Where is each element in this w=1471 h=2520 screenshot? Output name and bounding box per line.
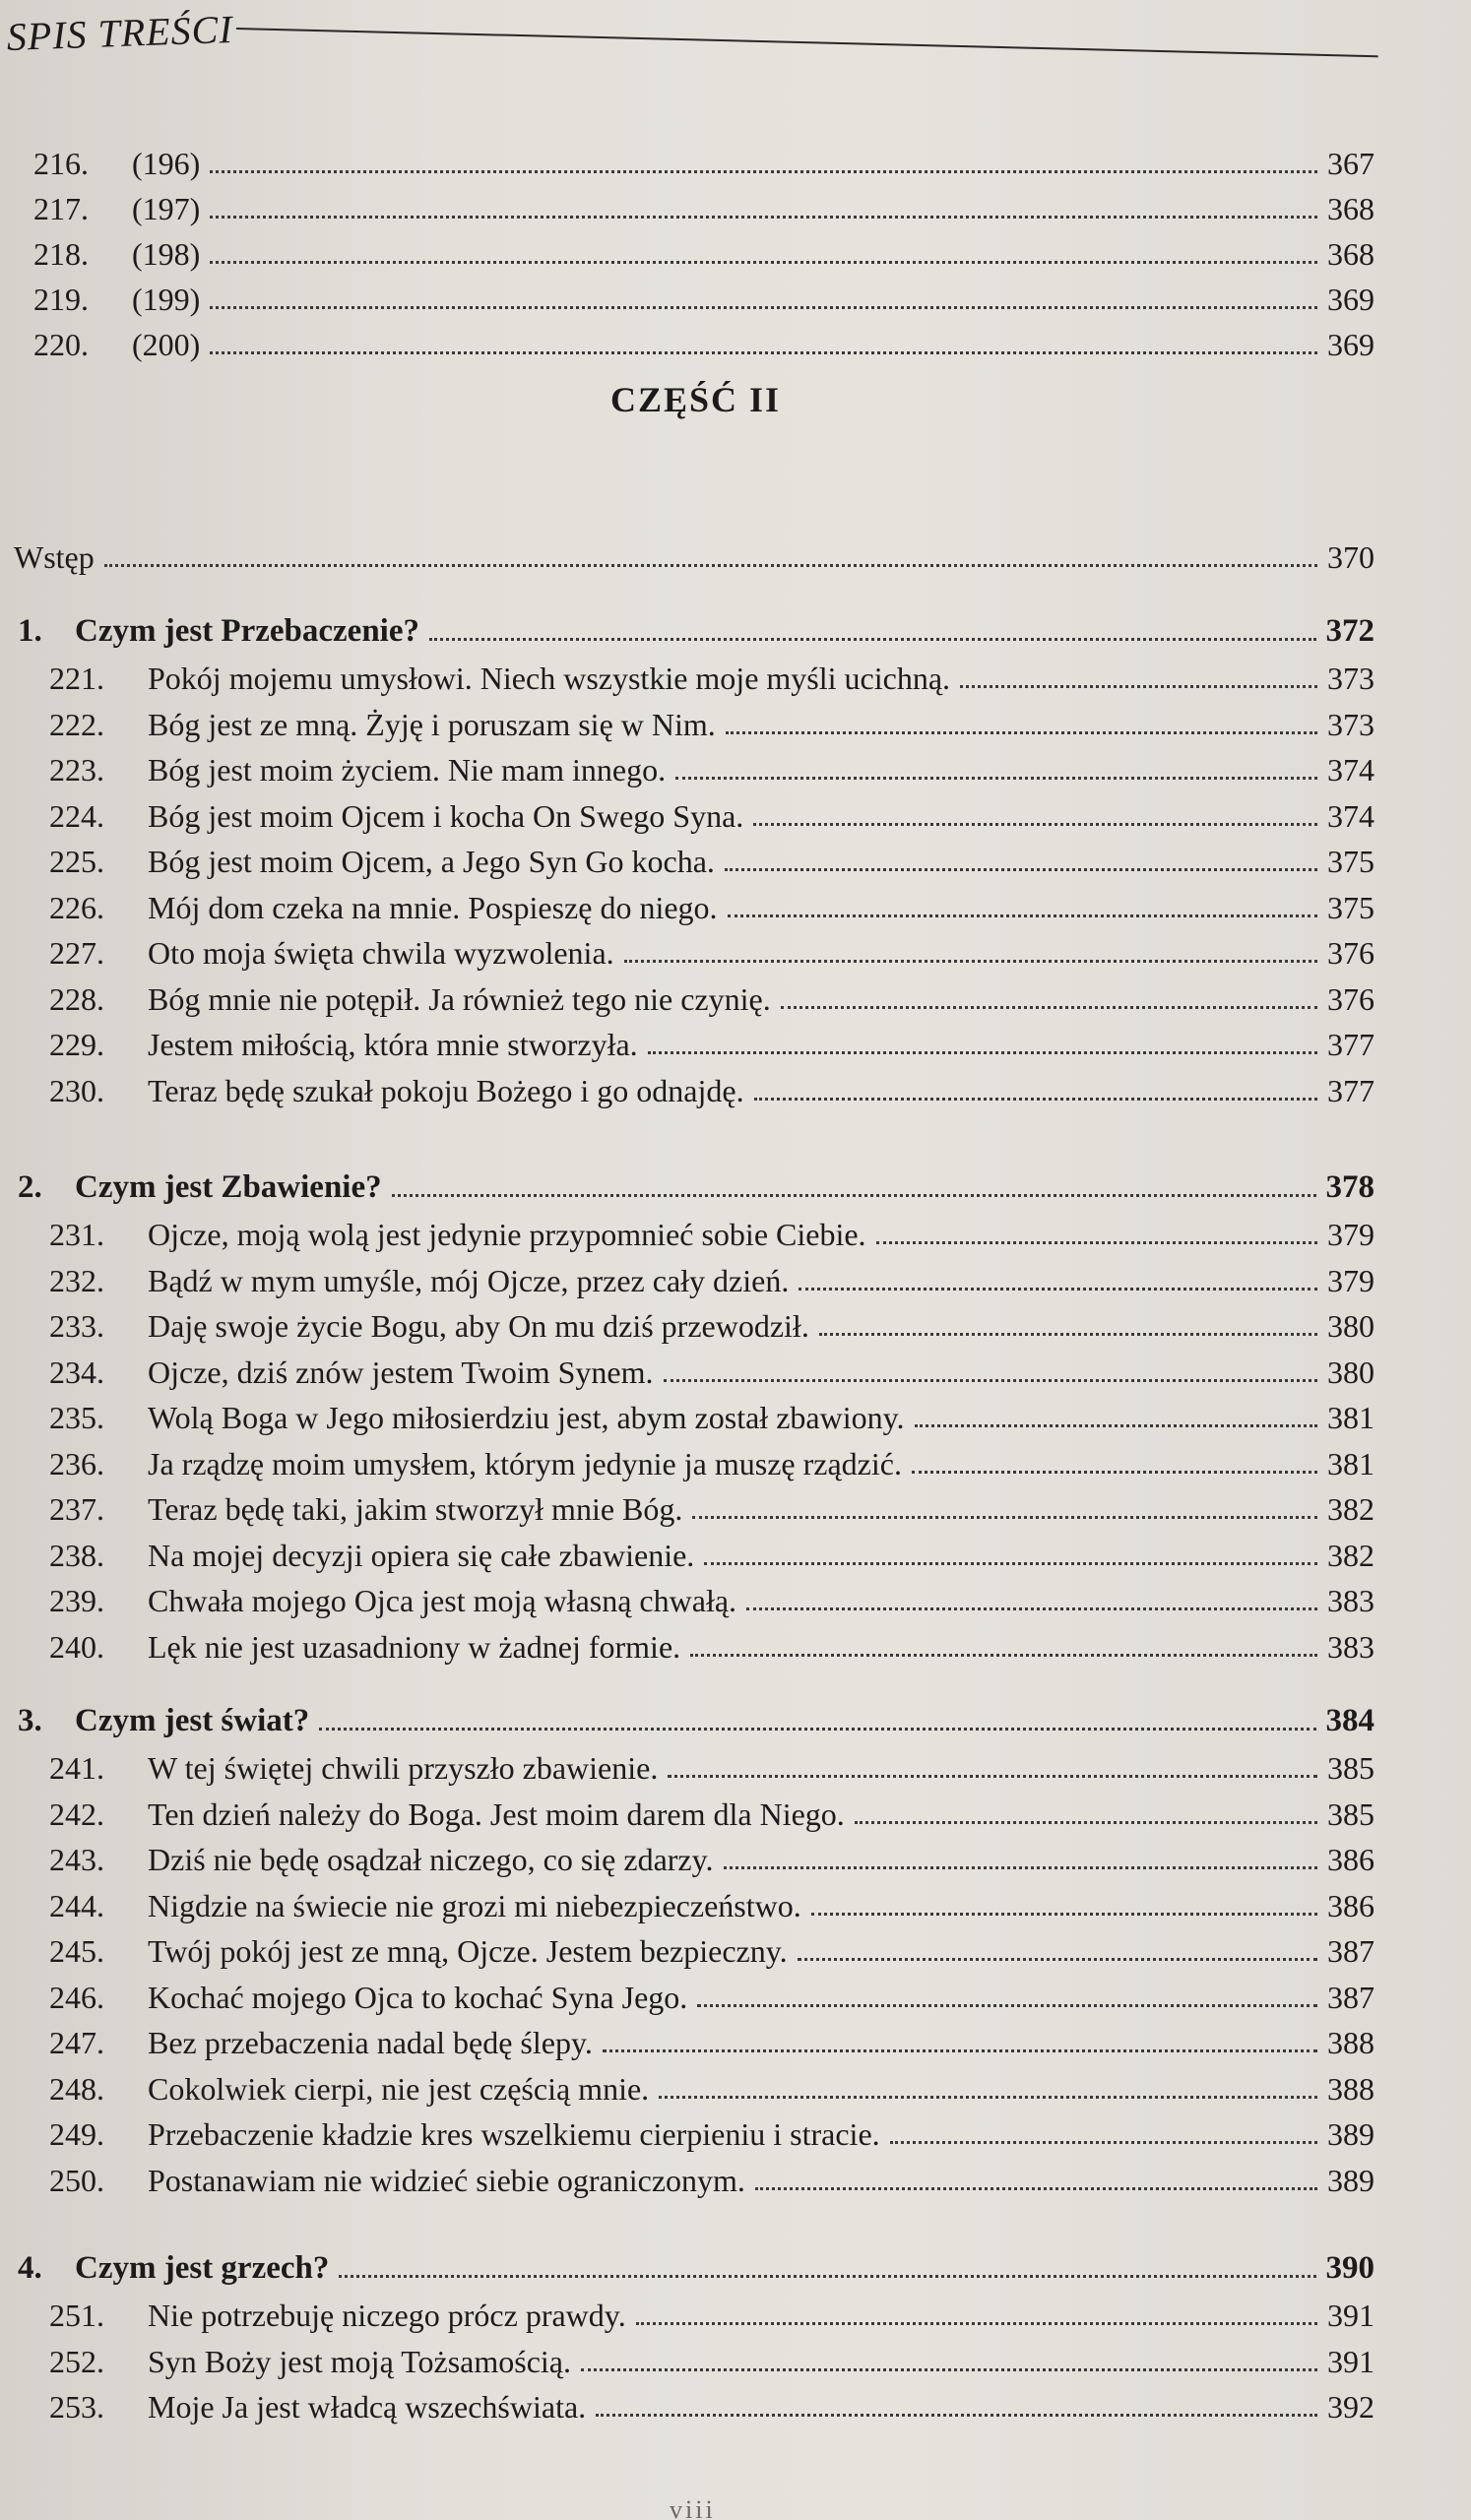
entry-title: Przebaczenie kładzie kres wszelkiemu cierpieniu i stracie. [148, 2116, 880, 2152]
entry-title: Daję swoje życie Bogu, aby On mu dziś przewodził. [148, 1308, 809, 1344]
entry-page: 373 [1327, 661, 1375, 696]
dot-leader [704, 1562, 1317, 1565]
entry-title: Moje Ja jest władcą wszechświata. [148, 2389, 587, 2425]
header-title: SPIS TREŚCI [6, 6, 234, 59]
entry-number: 217. [33, 191, 89, 226]
dot-leader [799, 1288, 1317, 1291]
entry-page: 391 [1327, 2343, 1375, 2379]
entry-title: Na mojej decyzji opiera się całe zbawienie. [148, 1537, 695, 1573]
toc-entry [49, 1209, 1375, 1252]
dot-leader [912, 1471, 1317, 1474]
dot-leader [890, 2141, 1317, 2144]
entry-title: W tej świętej chwili przyszło zbawienie. [148, 1750, 659, 1786]
dot-leader [596, 2414, 1317, 2417]
entry-title: (198) [132, 236, 201, 272]
entry-title: Ja rządzę moim umysłem, którym jedynie ja muszę rządzić. [148, 1445, 902, 1481]
entry-page: 384 [1325, 1703, 1375, 1738]
entry-page: 375 [1327, 889, 1375, 925]
entry-number: 228. [49, 980, 104, 1017]
dot-leader [392, 1194, 1316, 1197]
entry-number: 247. [49, 2025, 104, 2060]
dot-leader [624, 960, 1317, 963]
entry-page: 377 [1327, 1027, 1375, 1062]
dot-leader [692, 1516, 1317, 1519]
entry-number: 231. [49, 1217, 104, 1252]
entry-number: 243. [49, 1842, 104, 1877]
toc-entry [49, 1880, 1375, 1923]
dot-leader [339, 2275, 1315, 2278]
dot-leader [697, 2004, 1317, 2007]
dot-leader [690, 1654, 1317, 1657]
toc-entry [49, 2381, 1375, 2425]
toc-entry [49, 1834, 1375, 1877]
entry-title: Dziś nie będę osądzał niczego, co się zdarzy. [148, 1842, 714, 1877]
entry-number: 245. [49, 1933, 104, 1969]
entry-number: 242. [49, 1796, 104, 1832]
entry-number: 241. [49, 1750, 104, 1786]
dot-leader [104, 564, 1317, 567]
entry-page: 386 [1327, 1887, 1375, 1923]
entry-page: 367 [1327, 146, 1375, 181]
entry-title: Chwała mojego Ojca jest moją własną chwałą. [148, 1583, 737, 1618]
entry-title: Pokój mojemu umysłowi. Niech wszystkie moje myśli ucichną. [148, 661, 951, 696]
dot-leader [753, 823, 1317, 826]
section-heading [18, 605, 1375, 649]
entry-page: 375 [1327, 844, 1375, 879]
dot-leader [811, 1913, 1317, 1916]
toc-entry [49, 927, 1375, 971]
entry-title: (199) [132, 282, 201, 317]
entry-page: 389 [1327, 2116, 1375, 2152]
entry-number: 244. [49, 1887, 104, 1923]
entry-page: 379 [1327, 1217, 1375, 1252]
entry-number: 250. [49, 2162, 104, 2198]
entry-number: 226. [49, 889, 104, 925]
dot-leader [726, 731, 1317, 734]
dot-leader [728, 914, 1317, 917]
entry-number: 220. [33, 327, 89, 362]
entry-title: Bóg jest moim Ojcem i kocha On Swego Syna. [148, 797, 744, 834]
toc-entry [49, 1065, 1375, 1108]
dot-leader [876, 1241, 1317, 1244]
toc-entry [49, 2336, 1375, 2379]
entry-page: 381 [1327, 1445, 1375, 1481]
entry-title: Teraz będę szukał pokoju Bożego i go odnajdę. [148, 1072, 744, 1108]
toc-entry [49, 1925, 1375, 1969]
entry-page: 383 [1327, 1583, 1375, 1618]
toc-entry [49, 1300, 1375, 1344]
entry-number: 2. [18, 1169, 42, 1205]
entry-number: 236. [49, 1445, 104, 1481]
entry-number: 233. [49, 1308, 104, 1344]
entry-page: 368 [1327, 236, 1375, 272]
dot-leader [319, 1728, 1315, 1731]
dot-leader [210, 261, 1317, 264]
entry-title: Czym jest świat? [75, 1703, 310, 1738]
toc-entry [33, 228, 1375, 272]
entry-title: Teraz będę taki, jakim stworzył mnie Bóg. [148, 1491, 683, 1527]
entry-number: 234. [49, 1354, 104, 1390]
dot-leader [724, 1866, 1317, 1869]
entry-page: 372 [1325, 613, 1375, 649]
entry-title: Cokolwiek cierpi, nie jest częścią mnie. [148, 2070, 650, 2107]
dot-leader [581, 2368, 1317, 2371]
entry-number: 216. [33, 146, 89, 181]
toc-entry [33, 274, 1375, 317]
dot-leader [668, 1775, 1317, 1778]
toc-entry [49, 1438, 1375, 1481]
dot-leader [675, 777, 1317, 780]
entry-title: (197) [132, 191, 201, 226]
dot-leader [755, 2187, 1317, 2190]
entry-title: Czym jest Zbawienie? [75, 1169, 382, 1205]
entry-title: Jestem miłością, która mnie stworzyła. [148, 1027, 638, 1062]
entry-title: Bez przebaczenia nadal będę ślepy. [148, 2025, 593, 2060]
section-heading [18, 2242, 1375, 2286]
entry-page: 374 [1327, 797, 1375, 834]
dot-leader [210, 216, 1317, 219]
dot-leader [659, 2096, 1317, 2099]
entry-title: Czym jest Przebaczenie? [75, 613, 419, 649]
entry-number: 246. [49, 1979, 104, 2015]
entry-page: 392 [1327, 2389, 1375, 2425]
toc-entry [49, 836, 1375, 879]
toc-entry [14, 532, 1375, 575]
entry-page: 370 [1327, 539, 1375, 575]
toc-entry [49, 1483, 1375, 1527]
toc-entry [49, 1019, 1375, 1062]
dot-leader [429, 638, 1316, 641]
toc-entry [49, 1575, 1375, 1618]
entry-title: Lęk nie jest uzasadniony w żadnej formie. [148, 1628, 681, 1665]
entry-title: (200) [132, 327, 201, 362]
entry-page: 388 [1327, 2025, 1375, 2060]
entry-number: 251. [49, 2298, 104, 2333]
entry-number: 248. [49, 2070, 104, 2107]
entry-number: 232. [49, 1262, 104, 1298]
entry-number: 225. [49, 844, 104, 879]
entry-page: 376 [1327, 980, 1375, 1017]
toc-entry [49, 790, 1375, 834]
entry-number: 237. [49, 1491, 104, 1527]
entry-number: 218. [33, 236, 89, 272]
entry-page: 377 [1327, 1072, 1375, 1108]
toc-entry [49, 1392, 1375, 1435]
toc-entry [49, 2017, 1375, 2060]
toc-entry [49, 2063, 1375, 2107]
toc-entry [33, 183, 1375, 226]
entry-title: Nie potrzebuję niczego prócz prawdy. [148, 2298, 626, 2333]
toc-entry [49, 1530, 1375, 1573]
entry-number: 240. [49, 1628, 104, 1665]
entry-page: 368 [1327, 191, 1375, 226]
entry-page: 378 [1325, 1169, 1375, 1205]
entry-page: 369 [1327, 327, 1375, 362]
entry-page: 379 [1327, 1262, 1375, 1298]
toc-entry [49, 2155, 1375, 2198]
toc-entry [49, 744, 1375, 788]
entry-page: 380 [1327, 1354, 1375, 1390]
dot-leader [855, 1821, 1317, 1824]
entry-title: (196) [132, 146, 201, 181]
dot-leader [210, 170, 1317, 173]
entry-page: 373 [1327, 706, 1375, 742]
entry-number: 223. [49, 752, 104, 788]
dot-leader [636, 2322, 1317, 2325]
entry-page: 385 [1327, 1796, 1375, 1832]
entry-page: 389 [1327, 2162, 1375, 2198]
toc-entry [33, 138, 1375, 181]
dot-leader [725, 868, 1317, 871]
toc-entry [49, 699, 1375, 742]
part-heading: CZĘŚĆ II [610, 380, 782, 419]
entry-page: 374 [1327, 752, 1375, 788]
entry-title: Postanawiam nie widzieć siebie ograniczonym. [148, 2162, 745, 2198]
toc-entry [49, 1972, 1375, 2015]
dot-leader [648, 1051, 1317, 1054]
entry-title: Nigdzie na świecie nie grozi mi niebezpieczeństwo. [148, 1887, 801, 1923]
entry-page: 386 [1327, 1842, 1375, 1877]
entry-title: Wstęp [14, 539, 95, 575]
dot-leader [210, 306, 1317, 309]
entry-number: 1. [18, 613, 42, 649]
entry-number: 222. [49, 706, 104, 742]
entry-page: 369 [1327, 282, 1375, 317]
entry-page: 383 [1327, 1628, 1375, 1665]
toc-entry [33, 319, 1375, 362]
toc-entry [49, 882, 1375, 925]
dot-leader [603, 2049, 1317, 2052]
entry-title: Bóg jest moim Ojcem, a Jego Syn Go kocha. [148, 844, 715, 879]
entry-title: Bóg jest moim życiem. Nie mam innego. [148, 752, 667, 788]
dot-leader [915, 1424, 1317, 1427]
entry-title: Czym jest grzech? [75, 2250, 330, 2286]
dot-leader [798, 1958, 1317, 1961]
entry-page: 376 [1327, 935, 1375, 971]
entry-title: Syn Boży jest moją Tożsamością. [148, 2343, 571, 2379]
entry-title: Ten dzień należy do Boga. Jest moim darem dla Niego. [148, 1796, 845, 1832]
toc-entry [49, 653, 1375, 696]
entry-page: 390 [1325, 2250, 1375, 2286]
page-number-footer: viii [670, 2495, 716, 2520]
toc-entry [49, 1742, 1375, 1786]
entry-number: 221. [49, 661, 104, 696]
entry-page: 387 [1327, 1979, 1375, 2015]
dot-leader [960, 685, 1317, 688]
entry-title: Bóg mnie nie potępił. Ja również tego nie czynię. [148, 980, 771, 1017]
toc-entry [49, 1347, 1375, 1390]
entry-title: Twój pokój jest ze mną, Ojcze. Jestem bezpieczny. [148, 1933, 788, 1969]
entry-number: 230. [49, 1072, 104, 1108]
dot-leader [781, 1006, 1317, 1009]
entry-page: 380 [1327, 1308, 1375, 1344]
entry-title: Ojcze, dziś znów jestem Twoim Synem. [148, 1354, 654, 1390]
dot-leader [210, 351, 1317, 354]
entry-number: 227. [49, 935, 104, 971]
entry-number: 4. [18, 2250, 42, 2286]
toc-entry [49, 1621, 1375, 1665]
entry-title: Mój dom czeka na mnie. Pospieszę do niego. [148, 889, 718, 925]
entry-page: 385 [1327, 1750, 1375, 1786]
dot-leader [746, 1607, 1317, 1610]
entry-title: Oto moja święta chwila wyzwolenia. [148, 935, 614, 971]
entry-page: 391 [1327, 2298, 1375, 2333]
entry-number: 229. [49, 1027, 104, 1062]
dot-leader [754, 1098, 1317, 1101]
entry-title: Kochać mojego Ojca to kochać Syna Jego. [148, 1979, 688, 2015]
entry-number: 252. [49, 2343, 104, 2379]
toc-entry [49, 1789, 1375, 1832]
entry-page: 387 [1327, 1933, 1375, 1969]
entry-page: 382 [1327, 1537, 1375, 1573]
entry-title: Wolą Boga w Jego miłosierdziu jest, abym został zbawiony. [148, 1400, 905, 1435]
section-heading [18, 1162, 1375, 1205]
entry-page: 388 [1327, 2070, 1375, 2107]
entry-number: 239. [49, 1583, 104, 1618]
entry-number: 253. [49, 2389, 104, 2425]
entry-number: 224. [49, 797, 104, 834]
entry-title: Ojcze, moją wolą jest jedynie przypomnieć sobie Ciebie. [148, 1217, 866, 1252]
toc-entry [49, 1255, 1375, 1298]
toc-entry [49, 2109, 1375, 2152]
toc-entry [49, 2290, 1375, 2333]
dot-leader [664, 1379, 1317, 1382]
entry-number: 219. [33, 282, 89, 317]
entry-title: Bądź w mym umyśle, mój Ojcze, przez cały dzień. [148, 1262, 790, 1298]
section-heading [18, 1695, 1375, 1738]
entry-number: 235. [49, 1400, 104, 1435]
entry-number: 249. [49, 2116, 104, 2152]
entry-title: Bóg jest ze mną. Żyję i poruszam się w Nim. [148, 706, 716, 742]
toc-entry [49, 974, 1375, 1017]
entry-page: 381 [1327, 1400, 1375, 1435]
entry-number: 238. [49, 1537, 104, 1573]
entry-number: 3. [18, 1703, 42, 1738]
entry-page: 382 [1327, 1491, 1375, 1527]
dot-leader [819, 1333, 1317, 1336]
